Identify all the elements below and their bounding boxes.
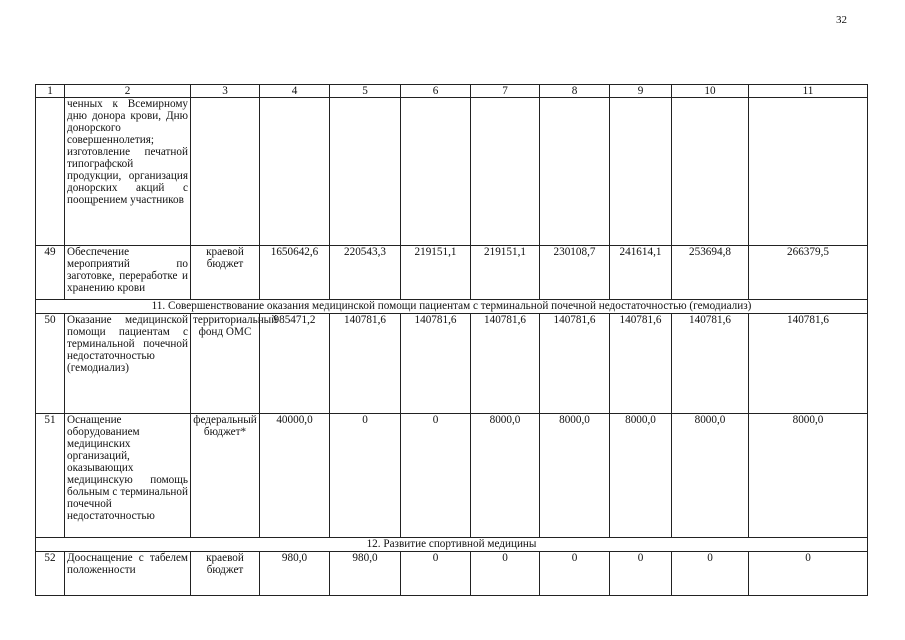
value-cell: 230108,7 [540, 246, 610, 300]
section-row [36, 538, 868, 552]
budget-table [35, 84, 868, 596]
section-title: 11. Совершенствование оказания медицинской помощи пациентам с терминальной почечной недостаточностью (гемодиализ) [36, 300, 868, 314]
value-cell [401, 98, 471, 246]
value-cell: 140781,6 [610, 314, 672, 414]
value-cell [260, 98, 330, 246]
row-number: 52 [36, 552, 65, 596]
value-cell: 985471,2 [260, 314, 330, 414]
value-cell: 140781,6 [330, 314, 401, 414]
value-cell: 980,0 [260, 552, 330, 596]
funding-source [191, 98, 260, 246]
page-number: 32 [836, 14, 847, 26]
header-cell: 10 [672, 85, 749, 98]
value-cell: 8000,0 [471, 414, 540, 538]
value-cell: 140781,6 [749, 314, 868, 414]
row-number: 50 [36, 314, 65, 414]
value-cell [672, 98, 749, 246]
value-cell: 140781,6 [672, 314, 749, 414]
header-row [36, 85, 868, 98]
value-cell: 266379,5 [749, 246, 868, 300]
value-cell: 0 [672, 552, 749, 596]
table-row [36, 246, 868, 300]
value-cell: 0 [610, 552, 672, 596]
value-cell: 140781,6 [471, 314, 540, 414]
measure-description: Дооснащение с табелем положенности [65, 552, 191, 596]
value-cell: 140781,6 [540, 314, 610, 414]
value-cell: 0 [540, 552, 610, 596]
value-cell: 40000,0 [260, 414, 330, 538]
row-number: 49 [36, 246, 65, 300]
header-cell: 6 [401, 85, 471, 98]
value-cell [330, 98, 401, 246]
value-cell: 253694,8 [672, 246, 749, 300]
header-cell: 3 [191, 85, 260, 98]
table-row [36, 314, 868, 414]
value-cell: 8000,0 [540, 414, 610, 538]
funding-source: краевой бюджет [191, 552, 260, 596]
value-cell: 140781,6 [401, 314, 471, 414]
value-cell [749, 98, 868, 246]
header-cell: 8 [540, 85, 610, 98]
value-cell: 980,0 [330, 552, 401, 596]
value-cell: 0 [401, 414, 471, 538]
value-cell: 241614,1 [610, 246, 672, 300]
value-cell [540, 98, 610, 246]
funding-source: территориальный фонд ОМС [191, 314, 260, 414]
value-cell: 0 [749, 552, 868, 596]
value-cell: 219151,1 [471, 246, 540, 300]
funding-source: федеральный бюджет* [191, 414, 260, 538]
header-cell: 5 [330, 85, 401, 98]
table-row [36, 414, 868, 538]
header-cell: 4 [260, 85, 330, 98]
value-cell: 8000,0 [672, 414, 749, 538]
value-cell: 1650642,6 [260, 246, 330, 300]
row-number: 51 [36, 414, 65, 538]
header-cell: 7 [471, 85, 540, 98]
value-cell: 219151,1 [401, 246, 471, 300]
value-cell: 0 [401, 552, 471, 596]
measure-description: Обеспечение мероприятий по заготовке, переработке и хранению крови [65, 246, 191, 300]
table-row [36, 98, 868, 246]
header-cell: 2 [65, 85, 191, 98]
table-row [36, 552, 868, 596]
value-cell [610, 98, 672, 246]
value-cell: 8000,0 [610, 414, 672, 538]
header-cell: 9 [610, 85, 672, 98]
value-cell: 0 [471, 552, 540, 596]
value-cell: 0 [330, 414, 401, 538]
row-number [36, 98, 65, 246]
header-cell: 11 [749, 85, 868, 98]
value-cell: 8000,0 [749, 414, 868, 538]
value-cell [471, 98, 540, 246]
measure-description: Оснащение оборудованием медицинских организаций, оказывающих медицинскую помощь больным с терминальной почечной недостаточностью [65, 414, 191, 538]
section-title: 12. Развитие спортивной медицины [36, 538, 868, 552]
value-cell: 220543,3 [330, 246, 401, 300]
measure-description: ченных к Всемирному дню донора крови, Дню донорского совершеннолетия; изготовление печатной типографской продукции, организация донорских акций с поощрением участников [65, 98, 191, 246]
section-row [36, 300, 868, 314]
header-cell: 1 [36, 85, 65, 98]
funding-source: краевой бюджет [191, 246, 260, 300]
measure-description: Оказание медицинской помощи пациентам с терминальной почечной недостаточностью (гемодиализ) [65, 314, 191, 414]
